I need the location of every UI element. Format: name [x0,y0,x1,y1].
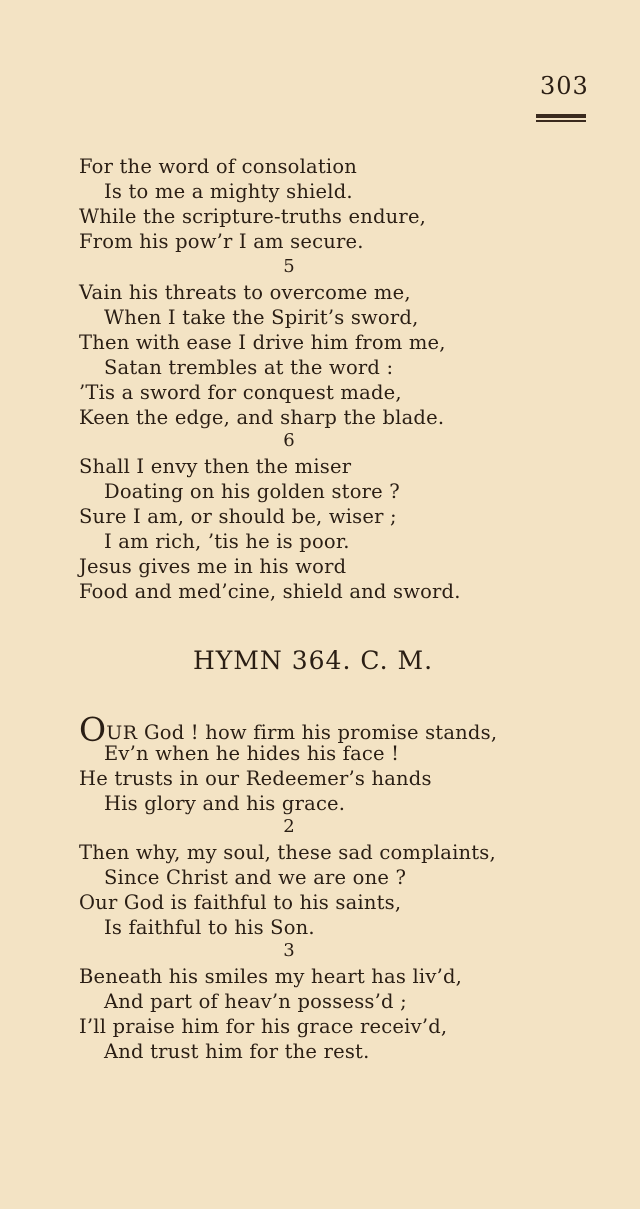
verse-number: 6 [283,430,295,451]
verse-line: Food and med’cine, shield and sword. [79,580,461,603]
verse-line: Our God is faithful to his saints, [79,891,402,914]
verse-line: Keen the edge, and sharp the blade. [79,406,445,429]
verse-line: Sure I am, or should be, wiser ; [79,505,397,528]
verse-number: 5 [283,256,295,277]
verse-number: 2 [283,816,295,837]
verse-line: From his pow’r I am secure. [79,230,364,253]
hymn-title: HYMN 364. C. M. [193,646,434,675]
verse-line: His glory and his grace. [104,792,346,815]
verse-line: And trust him for the rest. [104,1040,370,1063]
verse-line: Beneath his smiles my heart has liv’d, [79,965,463,988]
verse-line: Shall I envy then the miser [79,455,352,478]
verse-line: Jesus gives me in his word [79,555,347,578]
verse-line: Vain his threats to overcome me, [79,281,411,304]
page-rule-thin [536,120,586,122]
verse-line: Since Christ and we are one ? [104,866,407,889]
verse-line: Ev’n when he hides his face ! [104,742,400,765]
verse-line: While the scripture-truths endure, [79,205,427,228]
verse-line: Is to me a mighty shield. [104,180,353,203]
verse-line: And part of heav’n possess’d ; [104,990,407,1013]
page-number: 303 [540,72,589,100]
page-rule [536,114,586,118]
verse-line: Satan trembles at the word : [104,356,394,379]
verse-line: I am rich, ’tis he is poor. [104,530,350,553]
verse-line: For the word of consolation [79,155,358,178]
verse-line: Then with ease I drive him from me, [79,331,446,354]
verse-line: Is faithful to his Son. [104,916,315,939]
verse-line: Doating on his golden store ? [104,480,400,503]
verse-number: 3 [283,940,295,961]
verse-line: ’Tis a sword for conquest made, [79,381,402,404]
small-caps: UR [106,722,138,744]
drop-cap: O [79,710,107,749]
verse-line: I’ll praise him for his grace receiv’d, [79,1015,448,1038]
verse-line: When I take the Spirit’s sword, [104,306,419,329]
first-line-rest: God ! how firm his promise stands, [137,721,498,744]
verse-line: He trusts in our Redeemer’s hands [79,767,432,790]
verse-line: Then why, my soul, these sad complaints, [79,841,496,864]
